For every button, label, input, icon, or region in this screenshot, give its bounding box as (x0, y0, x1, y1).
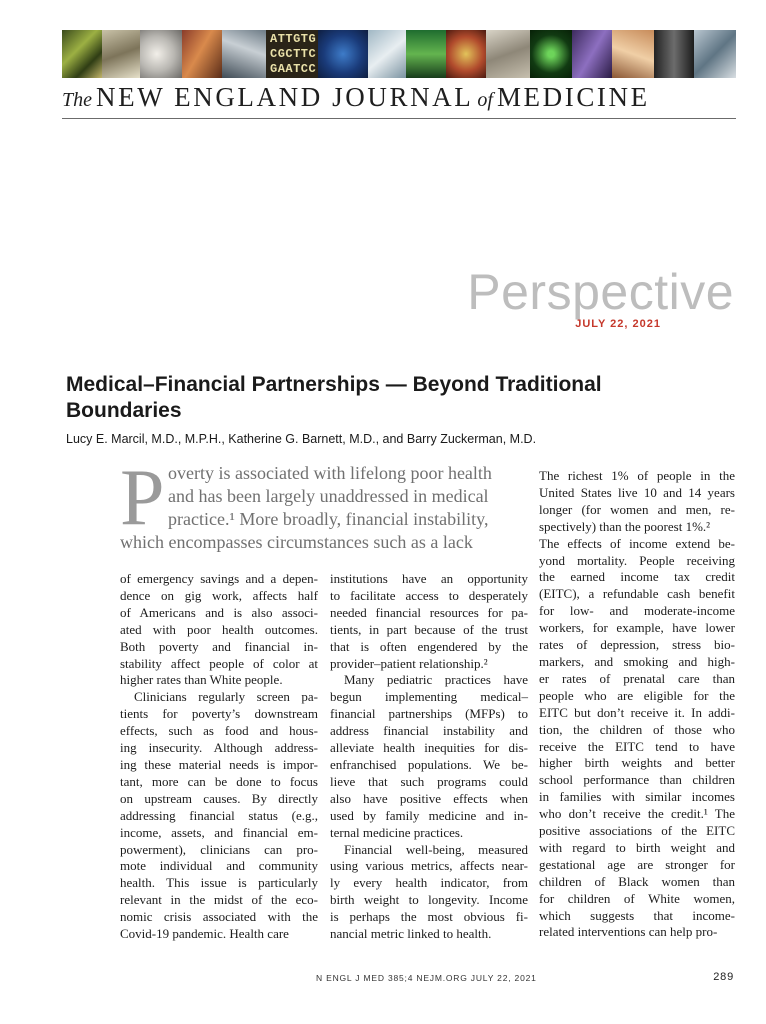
body-text-line: which suggests that income- (539, 907, 735, 923)
body-text-line: EITC but don’t receive it. In addi- (539, 704, 735, 720)
body-text-line: birth weight to longevity. Income (330, 892, 528, 908)
body-text-line: mote individual and community (120, 858, 318, 874)
banner-tile (486, 30, 530, 78)
body-text-line: addressing financial status (e.g., (120, 807, 318, 823)
body-text-line: markers, and smoking and high- (539, 653, 735, 669)
body-text-line: related interventions can help pro- (539, 924, 718, 940)
body-text-line: who don’t receive the credit.¹ The (539, 806, 735, 822)
banner-tile (572, 30, 612, 78)
banner-tile (318, 30, 368, 78)
footer-citation: N ENGL J MED 385;4 NEJM.ORG JULY 22, 2021 (316, 973, 537, 983)
body-text-line: powerment), clinicians can pro- (120, 841, 318, 857)
body-text-line: longer (for women and men, re- (539, 501, 735, 517)
body-text-line: in families with similar incomes (539, 789, 735, 805)
body-text-line: United States live 10 and 14 years (539, 484, 735, 500)
body-text-line: health. This issue is particularly (120, 875, 318, 891)
article-title: Medical–Financial Partnerships — Beyond Traditional Boundaries (66, 373, 602, 422)
body-text-line: with regard to birth weight and (539, 839, 735, 855)
banner-tile (222, 30, 266, 78)
banner-tile (406, 30, 446, 78)
body-text-line: workers, for example, have lower (539, 620, 735, 636)
banner-tile (182, 30, 222, 78)
body-column-2 (330, 571, 528, 943)
journal-banner-mosaic (62, 30, 736, 78)
body-text-line: yond mortality. People receiving (539, 552, 735, 568)
banner-tile (446, 30, 486, 78)
body-text-line: institutions have an opportunity (330, 571, 528, 586)
lead-dropcap: P (120, 454, 165, 542)
body-text-line: Covid-19 pandemic. Health care (120, 926, 289, 942)
body-text-line: on upstream causes. By directly (120, 790, 318, 806)
body-text-line: dence on gig work, affects half (120, 587, 318, 603)
body-text-line: income, assets, and financial em- (120, 824, 318, 840)
body-text-line: enfranchised populations. We be- (330, 756, 528, 772)
body-text-line: ated with poor health outcomes. (120, 621, 318, 637)
lead-line: and has been largely unaddressed in medical (168, 486, 489, 506)
masthead-of: of (477, 89, 493, 111)
body-text-line: is perhaps the most obvious fi- (330, 909, 528, 925)
body-text-line: school performance than children (539, 772, 735, 788)
body-text-line: begun implementing medical– (330, 689, 528, 705)
body-text-line: The richest 1% of people in the (539, 468, 735, 483)
banner-tile (140, 30, 182, 78)
body-text-line: children of Black women than (539, 873, 735, 889)
section-title: Perspective (467, 264, 734, 320)
banner-tile (368, 30, 406, 78)
body-text-line: using various metrics, affects near- (330, 858, 528, 874)
body-text-line: gestational age are stronger for (539, 856, 735, 872)
banner-tile (102, 30, 140, 78)
body-text-line: of Americans and is also associ- (120, 604, 318, 620)
body-text-line: financial partnerships (MFPs) to (330, 706, 528, 722)
body-text-line: relevant in the midst of the eco- (120, 892, 318, 908)
banner-tile (654, 30, 694, 78)
body-column-1 (120, 571, 318, 943)
body-text-line: ing insecurity. Although address- (120, 740, 318, 756)
lead-line: which encompasses circumstances such as a lack (120, 532, 473, 552)
body-text-line: tients, in part because of the trust (330, 621, 528, 637)
body-text-line: lieve that such programs could (330, 773, 528, 789)
body-text-line: tion, the children of those who (539, 721, 735, 737)
body-text-line: for children of White women, (539, 890, 735, 906)
body-text-line: alleviate health inequities for dis- (330, 740, 528, 756)
body-text-line: also have positive effects when (330, 790, 528, 806)
body-text-line: tant, more can be done to focus (120, 773, 318, 789)
body-text-line: rates of depression, stress bio- (539, 637, 735, 653)
body-text-line: stability affect people of color at (120, 655, 318, 671)
body-text-line: spectively) than the poorest 1%.² (539, 518, 711, 534)
banner-tile (694, 30, 736, 78)
body-text-line: er rates of prenatal care than (539, 670, 735, 686)
body-text-line: effects, such as food and hous- (120, 723, 318, 739)
masthead-the: The (62, 89, 92, 111)
body-text-line: higher rates than White people. (120, 672, 283, 688)
body-text-line: receive the EITC tend to have (539, 738, 735, 754)
article-authors: Lucy E. Marcil, M.D., M.P.H., Katherine G. Barnett, M.D., and Barry Zuckerman, M.D. (66, 432, 537, 446)
body-text-line: needed financial resources for pa- (330, 604, 528, 620)
body-text-line: positive associations of the EITC (539, 823, 735, 839)
body-text-line: Clinicians regularly screen pa- (134, 689, 318, 705)
masthead-name-part2: MEDICINE (496, 82, 650, 112)
body-text-line: address financial instability and (330, 723, 528, 739)
body-text-line: Many pediatric practices have (344, 672, 528, 688)
body-text-line: ly every health indicator, from (330, 875, 528, 891)
banner-tile (62, 30, 102, 78)
body-text-line: Both poverty and financial in- (120, 638, 318, 654)
body-text-line: ternal medicine practices. (330, 824, 464, 840)
body-text-line: higher birth weights and better (539, 755, 735, 771)
body-text-line: the earned income tax credit (539, 569, 735, 585)
lead-line: overty is associated with lifelong poor health (168, 463, 492, 483)
lead-line: practice.¹ More broadly, financial instability, (168, 509, 489, 529)
issue-date: JULY 22, 2021 (575, 318, 661, 330)
masthead-name-part1: NEW ENGLAND JOURNAL (96, 82, 474, 112)
body-text-line: The effects of income extend be- (539, 535, 735, 551)
page-number: 289 (713, 971, 734, 983)
body-text-line: people who are eligible for the (539, 687, 735, 703)
banner-tile (612, 30, 654, 78)
body-text-line: nomic crisis associated with the (120, 909, 318, 925)
body-text-line: for low- and moderate-income (539, 603, 735, 619)
body-text-line: provider–patient relationship.² (330, 655, 488, 671)
body-text-line: to facilitate access to desperately (330, 587, 528, 603)
banner-tile (530, 30, 572, 78)
body-text-line: nancial metric linked to health. (330, 926, 492, 942)
body-text-line: ing these material needs is impor- (120, 756, 318, 772)
body-text-line: tients for poverty’s downstream (120, 706, 318, 722)
masthead-rule (62, 118, 736, 119)
body-text-line: used by family medicine and in- (330, 807, 528, 823)
body-text-line: of emergency savings and a depen- (120, 571, 318, 586)
body-column-3 (539, 468, 735, 941)
body-text-line: that is often engendered by the (330, 638, 528, 654)
banner-tile-dna (266, 30, 318, 78)
body-text-line: (EITC), a refundable cash benefit (539, 586, 735, 602)
body-text-line: Financial well-being, measured (344, 841, 528, 857)
banner-dna-text: ATTGTG CGCTTC GAATCC (270, 32, 317, 76)
journal-masthead (62, 82, 736, 116)
